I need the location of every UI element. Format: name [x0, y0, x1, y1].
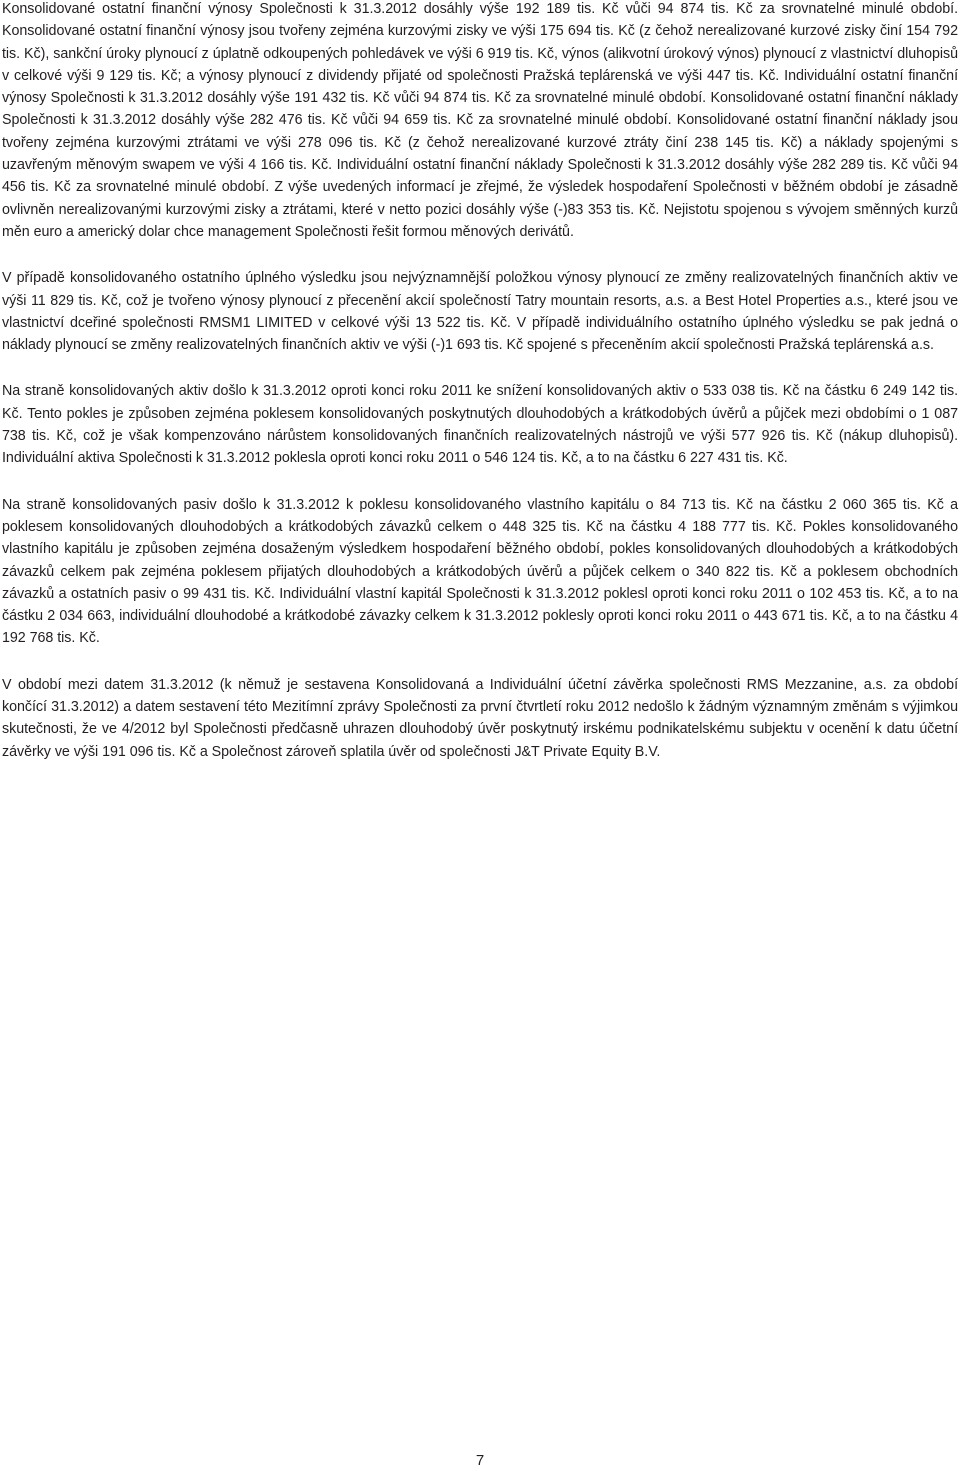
paragraph-consolidated-assets: Na straně konsolidovaných aktiv došlo k 31.3.2012 oproti konci roku 2011 ke snížení konsolidovaných aktiv o 533 038 tis. Kč na částku 6 249 142 tis. Kč. Tento pokles je způsoben zejména poklesem konsolidovaných poskytnutých dlouhodobých a krátkodobých úvěrů a půjček mezi obdobími o 1 087 738 tis. Kč, což je však kompenzováno nárůstem konsolidovaných finančních realizovatelných nástrojů ve výši 577 926 tis. Kč (nákup dluhopisů). Individuální aktiva Společnosti k 31.3.2012 poklesla oproti konci roku 2011 o 546 124 tis. Kč, a to na částku 6 227 431 tis. Kč.	[2, 383, 958, 467]
page-number: 7	[475, 1452, 485, 1469]
paragraph-comprehensive-income: V případě konsolidovaného ostatního úplného výsledku jsou nejvýznamnější položkou výnosy plynoucí ze změny realizovatelných finančních aktiv ve výši 11 829 tis. Kč, což je tvořeno výnosy plynoucí z přecenění akcií společností Tatry mountain resorts, a.s. a Best Hotel Properties a.s., které jsou ve vlastnictví dceřiné společnosti RMSM1 LIMITED v celkové výši 13 522 tis. Kč. V případě individuálního ostatního úplného výsledku se pak jedná o náklady plynoucí se změny realizovatelných finančních aktiv ve výši (-)1 693 tis. Kč spojené s přeceněním akcií společnosti Pražská teplárenská a.s.	[2, 270, 958, 354]
document-body	[2, 0, 958, 763]
paragraph-subsequent-events: V období mezi datem 31.3.2012 (k němuž je sestavena Konsolidovaná a Individuální účetní závěrka společnosti RMS Mezzanine, a.s. za období končící 31.3.2012) a datem sestavení této Mezitímní zprávy Společnosti za první čtvrtletí roku 2012 nedošlo k žádným významným změnám s výjimkou skutečnosti, že ve 4/2012 byl Společnosti předčasně uhrazen dlouhodobý úvěr poskytnutý irskému podnikatelskému subjektu v ocenění k datu účetní závěrky ve výši 191 096 tis. Kč a Společnost zároveň splatila úvěr od společnosti J&T Private Equity B.V.	[2, 676, 958, 760]
paragraph-consolidated-liabilities: Na straně konsolidovaných pasiv došlo k 31.3.2012 k poklesu konsolidovaného vlastního kapitálu o 84 713 tis. Kč na částku 2 060 365 tis. Kč a poklesem konsolidovaných dlouhodobých a krátkodobých závazků celkem o 448 325 tis. Kč na částku 4 188 777 tis. Kč. Pokles konsolidovaného vlastního kapitálu je způsoben zejména dosaženým výsledkem hospodaření běžného období, pokles konsolidovaných dlouhodobých a krátkodobých závazků celkem pak zejména poklesem přijatých dlouhodobých a krátkodobých úvěrů a půjček celkem o 340 822 tis. Kč a poklesem obchodních závazků a ostatních pasiv o 99 431 tis. Kč. Individuální vlastní kapitál Společnosti k 31.3.2012 poklesl oproti konci roku 2011 o 102 453 tis. Kč, a to na částku 2 034 663, individuální dlouhodobé a krátkodobé závazky celkem k 31.3.2012 poklesly oproti konci roku 2011 o 443 671 tis. Kč, a to na částku 4 192 768 tis. Kč.	[2, 496, 958, 647]
paragraph-financial-income-costs: Konsolidované ostatní finanční výnosy Společnosti k 31.3.2012 dosáhly výše 192 189 tis. Kč vůči 94 874 tis. Kč za srovnatelné minulé období. Konsolidované ostatní finanční výnosy jsou tvořeny zejména kurzovými zisky ve výši 175 694 tis. Kč (z čehož nerealizované kurzové zisky činí 154 792 tis. Kč), sankční úroky plynoucí z úplatně odkoupených pohledávek ve výši 6 919 tis. Kč, výnos (alikvotní úrokový výnos) plynoucí z vlastnictví dluhopisů v celkové výši 9 129 tis. Kč; a výnosy plynoucí z dividendy přijaté od společnosti Pražská teplárenská ve výši 447 tis. Kč. Individuální ostatní finanční výnosy Společnosti k 31.3.2012 dosáhly výše 191 432 tis. Kč vůči 94 874 tis. Kč za srovnatelné minulé období. Konsolidované ostatní finanční náklady Společnosti k 31.3.2012 dosáhly výše 282 476 tis. Kč vůči 94 659 tis. Kč za srovnatelné minulé období. Konsolidované ostatní finanční náklady jsou tvořeny zejména kurzovými ztrátami ve výši 278 096 tis. Kč (z čehož nerealizované kurzové ztráty činí 238 145 tis. Kč) a náklady spojenými s uzavřeným měnovým swapem ve výši 4 166 tis. Kč. Individuální ostatní finanční náklady Společnosti k 31.3.2012 dosáhly výše 282 289 tis. Kč vůči 94 456 tis. Kč za srovnatelné minulé období. Z výše uvedených informací je zřejmé, že výsledek hospodaření Společnosti v běžném období je zásadně ovlivněn nerealizovanými kurzovými zisky a ztrátami, které v netto pozici dosáhly výše (-)83 353 tis. Kč. Nejistotu spojenou s vývojem směnných kurzů měn euro a americký dolar chce management Společnosti řešit formou měnových derivátů.	[2, 1, 958, 240]
